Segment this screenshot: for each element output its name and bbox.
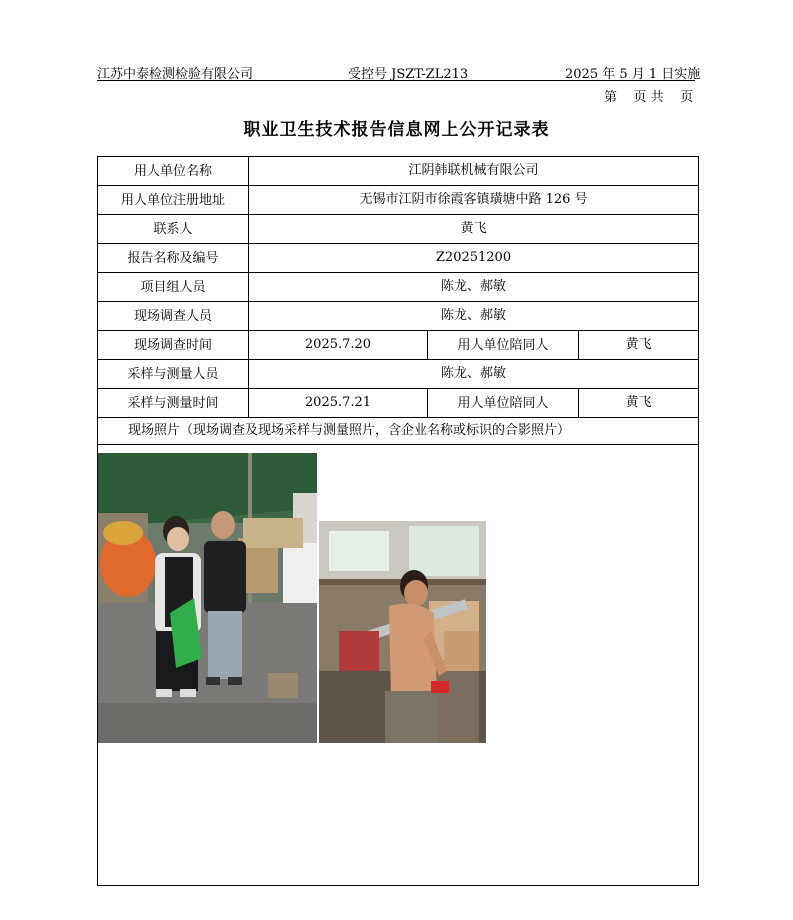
employer-name-value: 江阴韩联机械有限公司 [249, 157, 699, 186]
survey-staff-value: 陈龙、郝敏 [249, 302, 699, 331]
sampling-staff-label: 采样与测量人员 [98, 360, 249, 389]
sampling-time-value: 2025.7.21 [249, 389, 428, 418]
row-employer-name [98, 157, 699, 186]
survey-time-label: 现场调查时间 [98, 331, 249, 360]
survey-staff-label: 现场调查人员 [98, 302, 249, 331]
row-report [98, 244, 699, 273]
row-photos-header [98, 418, 699, 445]
project-team-label: 项目组人员 [98, 273, 249, 302]
record-table [97, 156, 699, 886]
sampling-escort-value: 黄飞 [579, 389, 699, 418]
employer-name-label: 用人单位名称 [98, 157, 249, 186]
row-sampling-staff [98, 360, 699, 389]
sampling-photo [319, 521, 486, 743]
photos-cell [98, 445, 699, 886]
survey-time-value: 2025.7.20 [249, 331, 428, 360]
document-title: 职业卫生技术报告信息网上公开记录表 [243, 120, 550, 140]
row-survey-time [98, 331, 699, 360]
contact-label: 联系人 [98, 215, 249, 244]
header-divider [97, 80, 695, 81]
effective-date: 2025 年 5 月 1 日实施 [565, 67, 701, 82]
row-survey-staff [98, 302, 699, 331]
employer-address-label: 用人单位注册地址 [98, 186, 249, 215]
sampling-staff-value: 陈龙、郝敏 [249, 360, 699, 389]
employer-address-value: 无锡市江阴市徐霞客镇璜塘中路 126 号 [249, 186, 699, 215]
row-project-team [98, 273, 699, 302]
report-label: 报告名称及编号 [98, 244, 249, 273]
survey-escort-value: 黄飞 [579, 331, 699, 360]
control-number: 受控号 JSZT-ZL213 [348, 67, 469, 82]
sampling-escort-label: 用人单位陪同人 [428, 389, 579, 418]
project-team-value: 陈龙、郝敏 [249, 273, 699, 302]
survey-escort-label: 用人单位陪同人 [428, 331, 579, 360]
row-employer-address [98, 186, 699, 215]
report-value: Z20251200 [249, 244, 699, 273]
row-sampling-time [98, 389, 699, 418]
contact-value: 黄飞 [249, 215, 699, 244]
sampling-time-label: 采样与测量时间 [98, 389, 249, 418]
survey-photo [98, 453, 317, 743]
row-contact [98, 215, 699, 244]
row-photos [98, 445, 699, 886]
company-name: 江苏中泰检测检验有限公司 [97, 67, 254, 82]
page-info: 第 页 共 页 [604, 90, 694, 105]
photos-header: 现场照片（现场调查及现场采样与测量照片，含企业名称或标识的合影照片） [98, 418, 699, 445]
